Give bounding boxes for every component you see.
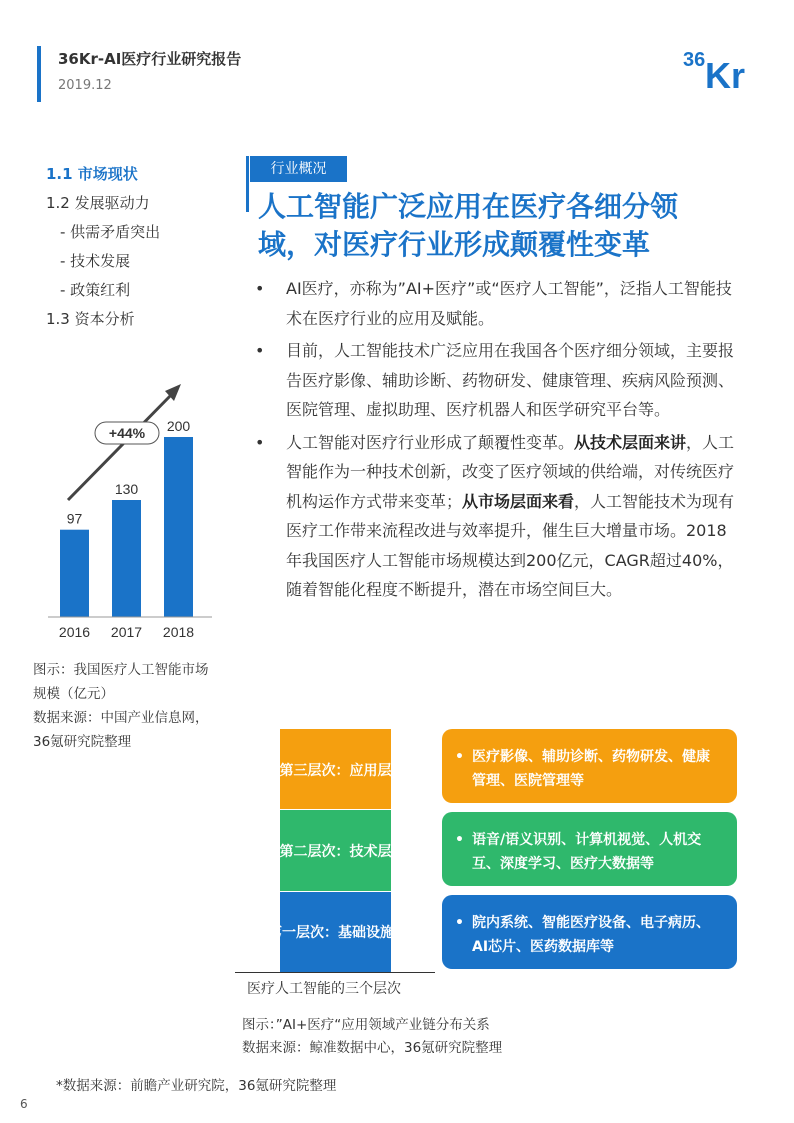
bullet-item [252, 428, 742, 605]
bullet-list [252, 274, 742, 608]
layer-label: 第二层次：技术层 [279, 844, 392, 860]
bullet-emphasis: 从市场层面来看 [462, 491, 575, 511]
infrastructure-layer-box [442, 895, 737, 969]
logo-letters: Kr [705, 55, 746, 92]
heading-line: 人工智能广泛应用在医疗各细分领 [258, 190, 679, 223]
box-text: 院内系统、智能医疗设备、电子病历、AI芯片、医药数据库等 [472, 915, 710, 955]
bar-2018 [164, 437, 193, 617]
layer-caption: 医疗人工智能的三个层次 [247, 981, 401, 997]
growth-annotation: +44% [108, 425, 146, 441]
report-date: 2019.12 [58, 78, 112, 93]
nav-item-capital[interactable]: 1.3 资本分析 [46, 310, 135, 328]
heading-accent-bar [246, 156, 249, 212]
nav-item-drivers[interactable]: 1.2 发展驱动力 [46, 194, 150, 212]
nav-item-technology[interactable]: - 技术发展 [60, 252, 131, 270]
bar-2017 [112, 500, 141, 617]
technology-layer-box [442, 812, 737, 886]
header-accent-bar [37, 46, 41, 102]
application-layer-box [442, 729, 737, 803]
bullet-dot: • [455, 749, 464, 765]
bullet-dot: • [255, 432, 265, 452]
bar-2016 [60, 530, 89, 617]
x-tick-label: 2017 [110, 624, 143, 640]
report-title: 36Kr-AI医疗行业研究报告 [58, 50, 242, 68]
x-tick-label: 2018 [162, 624, 195, 640]
bullet-dot: • [455, 832, 464, 848]
36kr-logo [681, 42, 761, 92]
bullet-text: AI医疗，亦称为”AI+医疗”或“医疗人工智能”，泛指人工智能技术在医疗行业的应用及赋能。 [286, 279, 732, 328]
logo-number: 36 [683, 49, 706, 71]
bullet-dot: • [455, 915, 464, 931]
x-tick-label: 2016 [58, 624, 91, 640]
layer-baseline [235, 972, 435, 973]
nav-item-policy[interactable]: - 政策红利 [60, 281, 131, 299]
chart-caption-line: 规模（亿元） [33, 686, 114, 702]
bar-value-label: 130 [114, 481, 139, 497]
figure-source-line: 数据来源：鲸准数据中心，36氪研究院整理 [242, 1040, 503, 1056]
heading-line: 域，对医疗行业形成颠覆性变革 [258, 228, 651, 261]
bar-value-label: 97 [66, 510, 83, 527]
chart-caption-line: 图示：我国医疗人工智能市场 [33, 662, 209, 678]
bullet-item [252, 336, 742, 425]
layer-label: 第三层次：应用层 [279, 763, 392, 779]
layer-application [280, 729, 391, 809]
bullet-emphasis: 从技术层面来讲 [574, 432, 687, 452]
bullet-text: 人工智能对医疗行业形成了颠覆性变革。 [286, 432, 575, 452]
layer-technology [280, 810, 391, 891]
section-heading [258, 188, 758, 264]
chart-source-line: 数据来源：中国产业信息网， [33, 710, 209, 726]
bullet-dot: • [255, 279, 265, 298]
section-tag: 行业概况 [250, 156, 347, 182]
figure-caption [242, 1014, 502, 1060]
bullet-dot: • [255, 341, 265, 360]
box-text: 医疗影像、辅助诊断、药物研发、健康管理、医院管理等 [472, 749, 710, 789]
figure-caption-line: 图示：”AI+医疗“应用领域产业链分布关系 [242, 1017, 490, 1033]
footnote: *数据来源：前瞻产业研究院，36氪研究院整理 [56, 1078, 337, 1094]
layer-infrastructure [268, 892, 408, 972]
bar-value-label: 200 [166, 418, 191, 434]
section-nav [46, 160, 236, 334]
box-text: 语音/语义识别、计算机视觉、人机交互、深度学习、医疗大数据等 [472, 832, 702, 872]
bullet-item [252, 274, 742, 333]
nav-item-market-status[interactable]: 1.1 市场现状 [46, 165, 138, 183]
page-number: 6 [20, 1097, 28, 1111]
chart-caption [33, 658, 243, 754]
bullet-text: 目前，人工智能技术广泛应用在我国各个医疗细分领域，主要报告医疗影像、辅助诊断、药物研发、健康管理、疾病风险预测、医院管理、虚拟助理、医疗机器人和医学研究平台等。 [286, 341, 735, 419]
chart-source-line: 36氪研究院整理 [33, 734, 132, 750]
nav-item-supply-demand[interactable]: - 供需矛盾突出 [60, 223, 161, 241]
market-size-chart [40, 370, 220, 650]
bullet-text: ，人工智能技术为现有医疗工作带来流程改进与效率提升，催生巨大增量市场。2018年我国医疗人工智能市场规模达到200亿元，CAGR超过40%，随着智能化程度不断提升，潜在市场空间巨大。 [286, 491, 735, 599]
bullet-text: ，人工智能作为一种技术创新，改变了医疗领域的供给端，对传统医疗机构运作方式带来变革； [286, 432, 735, 511]
layer-label: 第一层次：基础设施层 [268, 925, 408, 941]
